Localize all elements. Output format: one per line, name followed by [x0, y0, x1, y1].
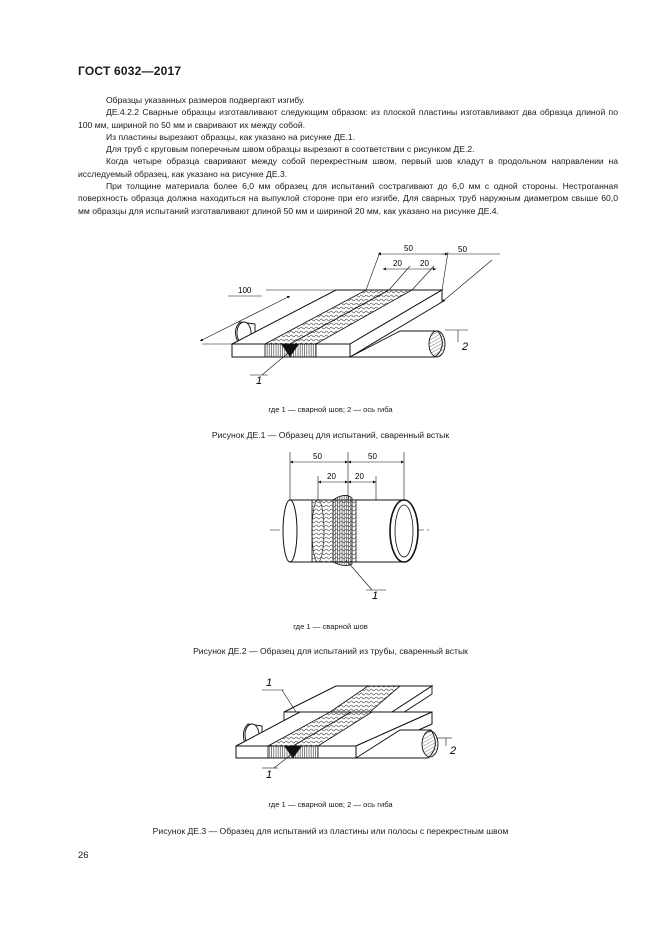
figure-3-legend: где 1 — сварной шов; 2 — ось гиба: [268, 800, 393, 809]
dim-inner-right: 20: [355, 472, 364, 481]
figure-3-caption: Рисунок ДЕ.3 — Образец для испытаний из пластины или полосы с перекрестным швом: [152, 826, 509, 836]
paragraph: Из пластины вырезают образцы, как указано на рисунке ДЕ.1.: [106, 131, 356, 142]
figure-2-legend: где 1 — сварной шов: [293, 622, 368, 631]
figure-1-drawing: [0, 238, 661, 398]
figure-1-legend: где 1 — сварной шов; 2 — ось гиба: [268, 405, 393, 414]
figure-3-drawing: [0, 668, 661, 788]
paragraph: Для труб с круговым поперечным швом образцы вырезают в соответствии с рисунком ДЕ.2.: [106, 144, 475, 155]
document-header: ГОСТ 6032—2017: [78, 64, 182, 78]
paragraph: Образцы указанных размеров подвергают изгибу.: [106, 95, 305, 105]
figure-2-drawing: [0, 448, 661, 608]
dim-length: 100: [238, 286, 252, 295]
figure-2-caption: Рисунок ДЕ.2 — Образец для испытаний из трубы, сваренный встык: [193, 646, 468, 656]
label-weld: 1: [256, 375, 263, 387]
label-weld-bottom: 1: [266, 769, 273, 781]
figure-1-caption: Рисунок ДЕ.1 — Образец для испытаний, сваренный встык: [211, 430, 450, 440]
label-bend-axis: 2: [450, 745, 457, 757]
body-text: [78, 94, 618, 217]
paragraph: Когда четыре образца сваривают между собой перекрестным швом, первый шов кладут в продольном направлении на исследуемый образец, как указано на рисунке ДЕ.3.: [78, 156, 618, 179]
dim-right-width: 50: [458, 245, 467, 254]
figure-3: [0, 668, 661, 788]
dim-total-width: 50: [404, 244, 413, 253]
dim-right: 50: [368, 452, 377, 461]
dim-inner-left: 20: [327, 472, 336, 481]
bend-axis-right-end: [422, 731, 438, 757]
label-bend-axis: 2: [462, 341, 469, 353]
dim-left: 50: [313, 452, 322, 461]
bend-axis-right-end: [429, 331, 445, 357]
paragraph: ДЕ.4.2.2 Сварные образцы изготавливают следующим образом: из плоской пластины изготавливают два образца длиной по 100 мм, шириной по 50 мм и сваривают их между собой.: [78, 107, 618, 130]
dim-half-right: 20: [420, 259, 429, 268]
label-weld-top: 1: [266, 677, 273, 689]
paragraph: При толщине материала более 6,0 мм образец для испытаний сострагивают до 6,0 мм с одной стороны. Нестроганная поверхность образца должна находиться на выпуклой стороне при его изгибе. Для сварных труб наружным диаметром свыше 60,0 мм образцы для испытаний изготавливают длиной 50 мм и шириной 20 мм, как указано на рисунке ДЕ.4.: [78, 181, 618, 216]
page-number: 26: [78, 850, 89, 861]
figure-2: [0, 448, 661, 608]
figure-1: [0, 238, 661, 398]
dim-half-left: 20: [393, 259, 402, 268]
label-weld: 1: [372, 590, 379, 602]
tube-weld-bead: [333, 495, 352, 565]
